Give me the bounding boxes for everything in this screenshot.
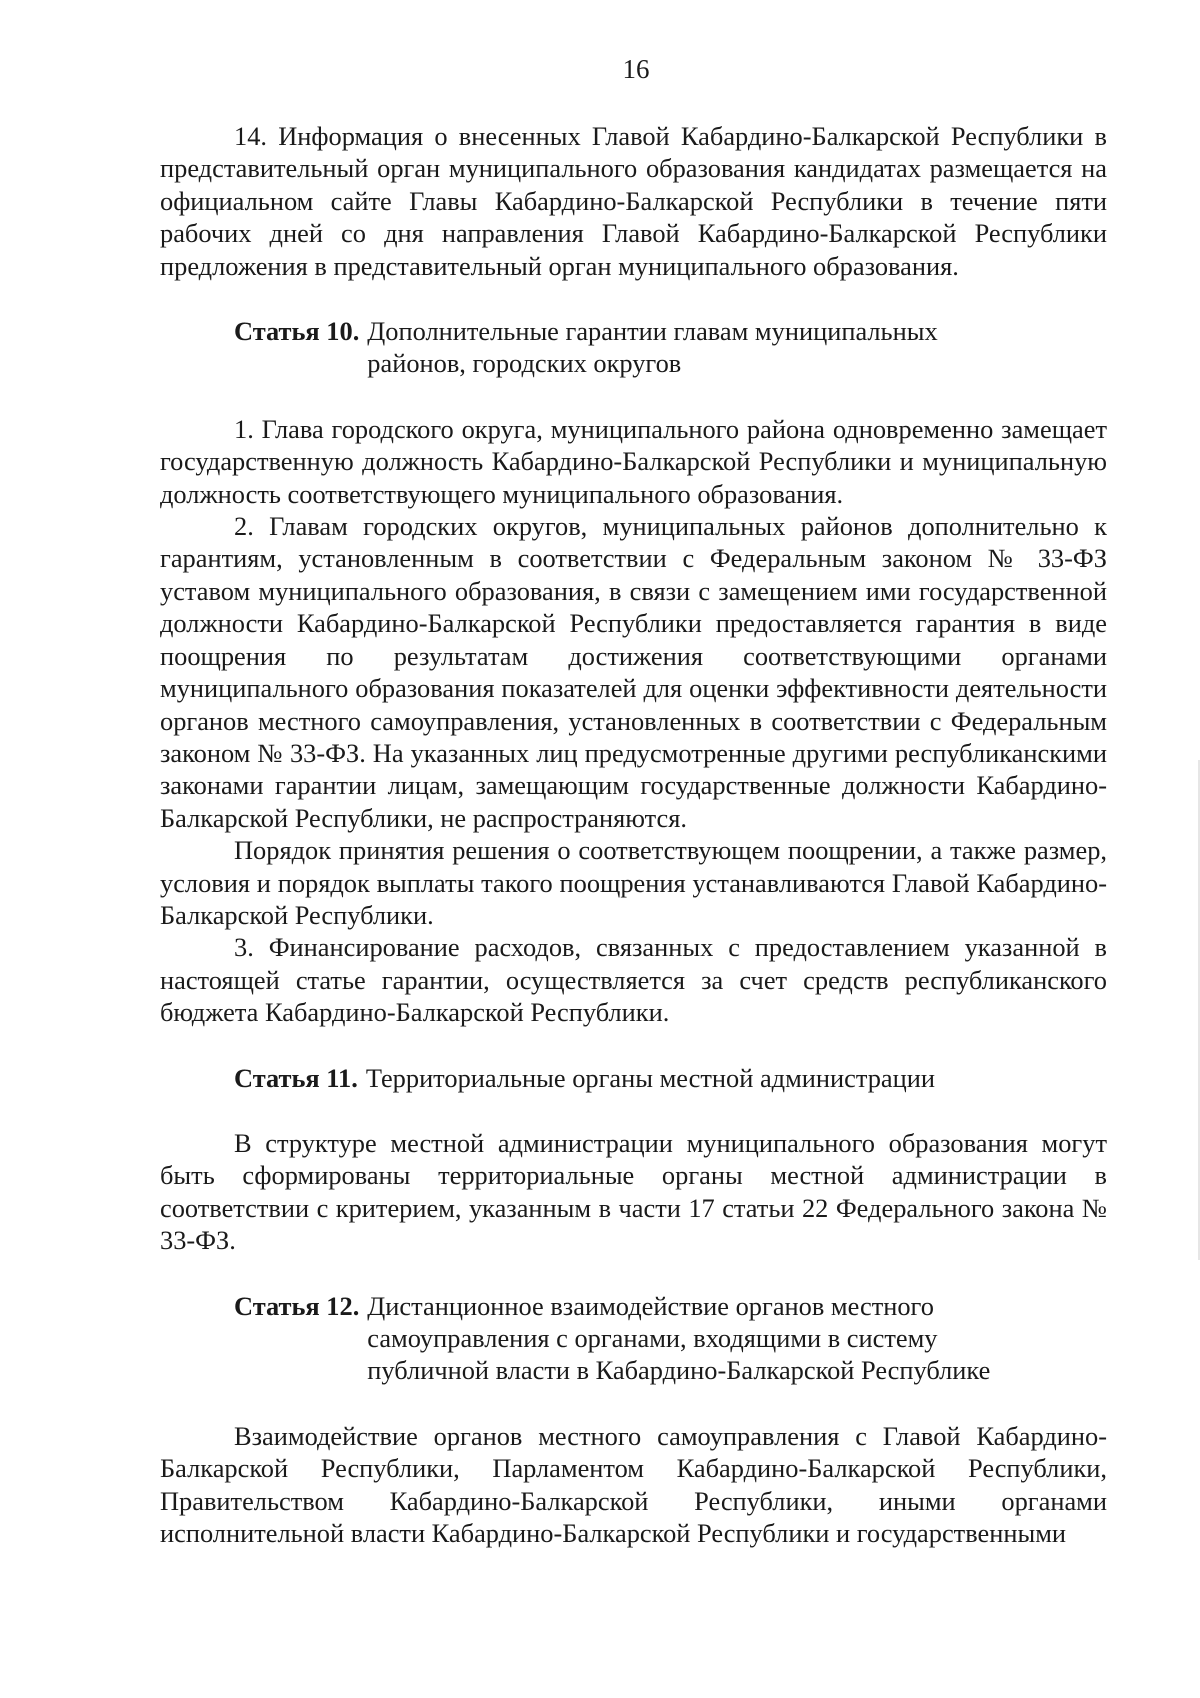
article-12-paragraph: Взаимодействие органов местного самоуправления с Главой Кабардино-Балкарской Республики, Парламентом Кабардино-Балкарской Республики, Правительством Кабардино-Балкарской Республики, иными органами исполнительной власти Кабардино-Балкарской Республики и государственными bbox=[160, 1420, 1107, 1549]
article-12-heading bbox=[234, 1290, 1107, 1387]
article-10-paragraph-1: 1. Глава городского округа, муниципального района одновременно замещает государственную должность Кабардино-Балкарской Республики и муниципальную должность соответствующего муниципального образования. bbox=[160, 413, 1107, 509]
article-10-paragraph-3: 3. Финансирование расходов, связанных с предоставлением указанной в настоящей статье гарантии, осуществляется за счет средств республиканского бюджета Кабардино-Балкарской Республики. bbox=[160, 932, 1107, 1028]
article-10-heading bbox=[234, 315, 1107, 380]
article-12-number: Статья 12. bbox=[234, 1290, 360, 1321]
article-10-number: Статья 10. bbox=[234, 316, 360, 347]
article-11-title: Территориальные органы местной администрации bbox=[365, 1062, 935, 1093]
article-11-paragraph: В структуре местной администрации муниципального образования могут быть сформированы территориальные органы местной администрации в соответствии с критерием, указанным в части 17 статьи 22 Федерального закона № 33-ФЗ. bbox=[160, 1127, 1107, 1256]
article-11-heading bbox=[234, 1062, 1107, 1094]
article-11-number: Статья 11. bbox=[234, 1062, 358, 1093]
document-body bbox=[160, 120, 1107, 1549]
page-number: 16 bbox=[622, 54, 650, 84]
article-12-title: Дистанционное взаимодействие органов местного самоуправления с органами, входящими в систему публичной власти в Кабардино-Балкарской Республике bbox=[367, 1290, 991, 1386]
article-10-title: Дополнительные гарантии главам муниципальных районов, городских округов bbox=[367, 316, 938, 379]
article-10-paragraph-2: 2. Главам городских округов, муниципальных районов дополнительно к гарантиям, установленным в соответствии с Федеральным законом № 33-ФЗ уставом муниципального образования, в связи с замещением ими государственной должности Кабардино-Балкарской Республики предоставляется гарантия в виде поощрения по результатам достижения соответствующими органами муниципального образования показателей для оценки эффективности деятельности органов местного самоуправления, установленных в соответствии с Федеральным законом № 33-ФЗ. На указанных лиц предусмотренные другими республиканскими законами гарантии лицам, замещающим государственные должности Кабардино-Балкарской Республики, не распространяются. bbox=[160, 511, 1107, 833]
paragraph-14: 14. Информация о внесенных Главой Кабардино-Балкарской Республики в представительный орган муниципального образования кандидатах размещается на официальном сайте Главы Кабардино-Балкарской Республики в течение пяти рабочих дней со дня направления Главой Кабардино-Балкарской Республики предложения в представительный орган муниципального образования. bbox=[160, 121, 1107, 281]
article-10-paragraph-2-cont: Порядок принятия решения о соответствующем поощрении, а также размер, условия и порядок выплаты такого поощрения устанавливаются Главой Кабардино-Балкарской Республики. bbox=[160, 835, 1107, 930]
